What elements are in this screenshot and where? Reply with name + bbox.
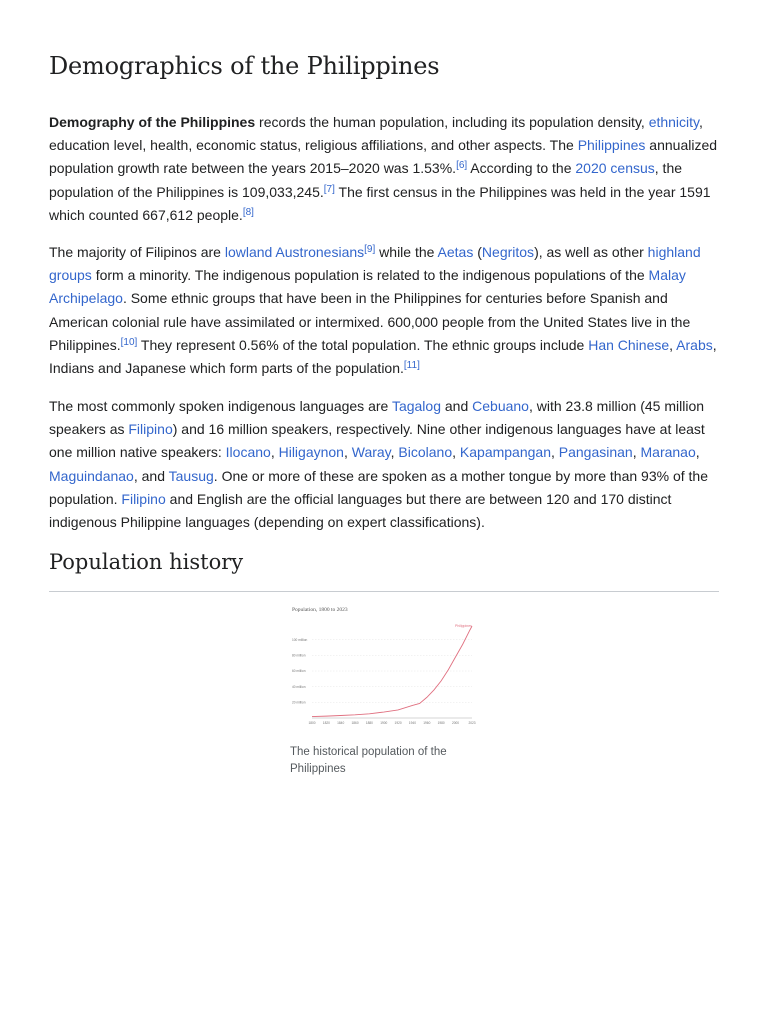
reference-11[interactable]: [11] <box>403 360 420 372</box>
intro-paragraph <box>49 111 721 227</box>
link-pangasinan[interactable]: Pangasinan <box>558 444 633 461</box>
text: and English are the official languages but there are between 120 and 170 distinct indigenous Philippine languages (depending on expert classifications). <box>49 490 672 531</box>
text: , <box>669 336 677 353</box>
population-chart-figure[interactable] <box>286 600 482 740</box>
x-tick-label: 1980 <box>437 721 445 725</box>
text: The majority of Filipinos are <box>49 244 225 260</box>
x-tick-label: 1820 <box>322 721 330 725</box>
link-negritos[interactable]: Negritos <box>481 244 535 260</box>
text: . One or more of these are spoken as a mother tongue by more than 93% of the population. <box>49 467 708 507</box>
link-malay-archipelago[interactable]: Malay Archipelago <box>49 267 686 307</box>
link-filipino[interactable]: Filipino <box>128 421 173 438</box>
languages-paragraph <box>49 395 721 534</box>
x-tick-label: 2023 <box>468 721 476 725</box>
y-tick-label: 100 million <box>292 637 308 642</box>
series-label: Philippines <box>455 624 472 629</box>
link-tausug[interactable]: Tausug <box>168 467 214 484</box>
link-hiligaynon[interactable]: Hiligaynon <box>278 444 344 461</box>
y-tick-label: 60 million <box>292 669 306 674</box>
separator: , <box>452 444 460 461</box>
x-tick-label: 1900 <box>380 721 388 725</box>
text: , education level, health, economic status, religious affiliations, and other aspects. The <box>49 114 703 154</box>
separator: , <box>695 444 700 461</box>
link-kapampangan[interactable]: Kapampangan <box>459 444 551 461</box>
section-heading-population-history: Population history <box>49 550 244 574</box>
x-tick-label: 1940 <box>408 721 416 725</box>
text: The most commonly spoken indigenous languages are <box>49 398 392 414</box>
reference-9[interactable]: [9] <box>364 244 376 255</box>
link-han-chinese[interactable]: Han Chinese <box>588 336 670 353</box>
separator: , <box>550 444 559 461</box>
link-ilocano[interactable]: Ilocano <box>225 444 271 461</box>
link-bicolano[interactable]: Bicolano <box>398 444 453 461</box>
link-highland-groups[interactable]: highland groups <box>49 244 701 284</box>
text: annualized population growth rate between the years 2015–2020 was 1.53%. <box>49 137 718 177</box>
link-maranao[interactable]: Maranao <box>640 444 696 461</box>
link-arabs[interactable]: Arabs <box>676 336 713 353</box>
text: . Some ethnic groups that have been in the Philippines for centuries before Spanish and American colonial rule have assimilated or intermixed. 600,000 people from the United States live in the Philippines. <box>49 290 691 353</box>
y-tick-label: 40 million <box>292 684 306 689</box>
text: , with 23.8 million (45 million speakers as <box>49 398 705 438</box>
separator: , <box>270 444 279 461</box>
link-aetas[interactable]: Aetas <box>437 244 474 260</box>
separator: , <box>390 444 399 461</box>
link-ethnicity[interactable]: ethnicity <box>648 114 700 130</box>
link-2020-census[interactable]: 2020 census <box>575 160 655 177</box>
population-chart[interactable] <box>286 600 482 740</box>
text: ), as well as other <box>534 244 648 260</box>
x-tick-label: 1860 <box>351 721 359 725</box>
link-philippines[interactable]: Philippines <box>577 137 646 154</box>
separator: , <box>343 444 352 461</box>
x-tick-label: 1840 <box>337 721 345 725</box>
text: They represent 0.56% of the total population. The ethnic groups include <box>137 336 589 353</box>
y-tick-label: 20 million <box>292 700 306 705</box>
text: and <box>441 398 473 414</box>
figure-caption: The historical population of the Philippines <box>290 746 447 775</box>
text: The first census in the Philippines was held in the year 1591 which counted 667,612 people. <box>49 183 711 223</box>
link-filipino-2[interactable]: Filipino <box>121 490 166 507</box>
link-tagalog[interactable]: Tagalog <box>391 398 441 414</box>
section-divider <box>49 591 719 592</box>
x-tick-label: 2000 <box>451 721 460 725</box>
reference-8[interactable]: [8] <box>242 206 254 218</box>
ethnicity-paragraph <box>49 241 721 380</box>
text: According to the <box>467 160 576 177</box>
text: ) and 16 million speakers, respectively. Nine other indigenous languages have at least one million native speakers: <box>49 421 705 461</box>
link-cebuano[interactable]: Cebuano <box>472 398 529 414</box>
text: , the population of the Philippines is 109,033,245. <box>49 160 683 200</box>
x-tick-label: 1880 <box>365 721 373 725</box>
link-waray[interactable]: Waray <box>351 444 391 461</box>
text: , and <box>133 467 169 484</box>
link-lowland-austronesians[interactable]: lowland Austronesians <box>224 244 365 260</box>
y-tick-label: 80 million <box>292 653 306 658</box>
x-tick-label: 1800 <box>308 721 316 725</box>
chart-background <box>286 600 482 740</box>
chart-title: Population, 1800 to 2023 <box>292 607 348 613</box>
reference-7[interactable]: [7] <box>323 183 335 195</box>
page-title: Demographics of the Philippines <box>49 52 440 80</box>
x-tick-label: 1960 <box>423 721 431 725</box>
separator: , <box>632 444 641 461</box>
text: records the human population, including its population density, <box>255 114 649 130</box>
text: while the <box>375 244 438 260</box>
reference-10[interactable]: [10] <box>120 336 138 348</box>
text: ( <box>473 244 482 260</box>
link-maguindanao[interactable]: Maguindanao <box>49 467 134 484</box>
text: , Indians and Japanese which form parts of the population. <box>49 336 717 377</box>
x-tick-label: 1920 <box>394 721 402 725</box>
text: form a minority. The indigenous population is related to the indigenous populations of the <box>91 267 649 284</box>
bold-term: Demography of the Philippines <box>49 114 256 130</box>
reference-6[interactable]: [6] <box>456 160 468 172</box>
